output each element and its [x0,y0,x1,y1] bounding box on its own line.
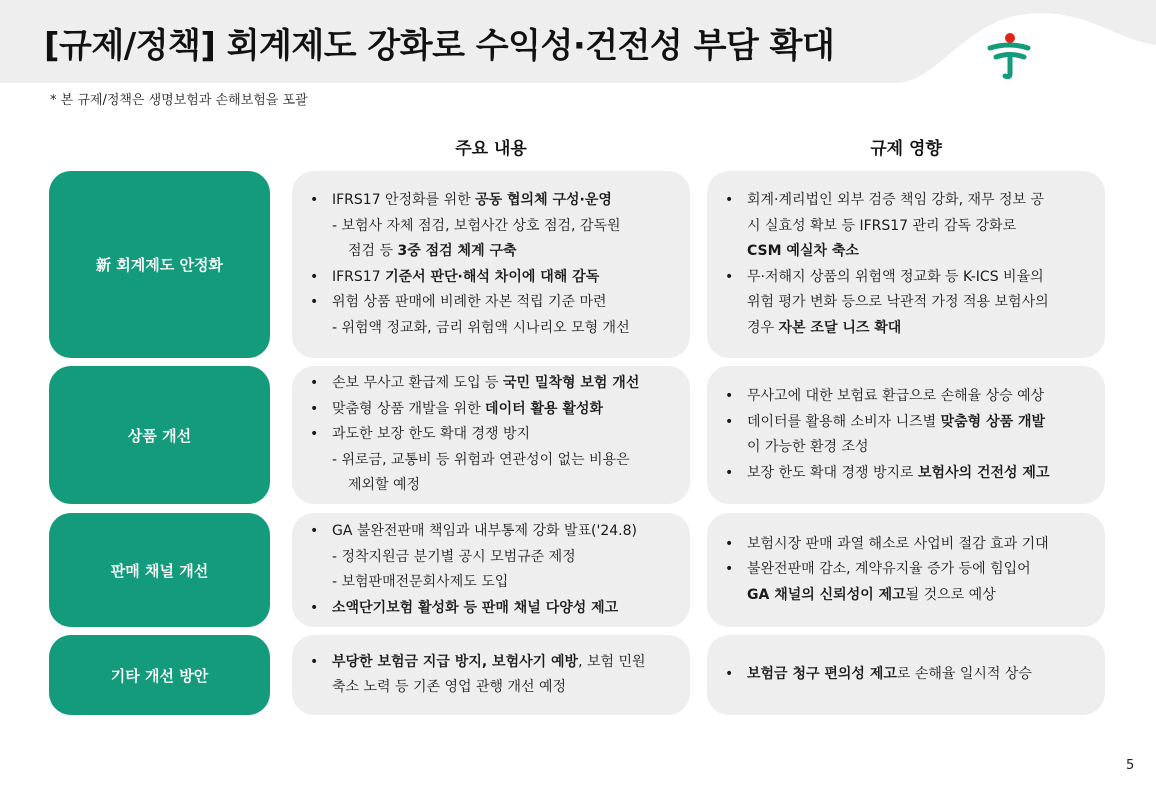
bullet-line: • 보험금 청구 편의성 제고로 손해율 일시적 상승 [725,666,1032,683]
impact-cell [707,513,1105,627]
content-cell [292,513,690,627]
bullet-line: • 회계·계리법인 외부 검증 책임 강화, 재무 정보 공 [725,192,1045,208]
content-cell [292,635,690,715]
row-label: 기타 개선 방안 [49,635,270,715]
content-cell [292,366,690,504]
scope-note: * 본 규제/정책은 생명보험과 손해보험을 포괄 [50,93,308,108]
row-label: 新 회계제도 안정화 [49,171,270,358]
bullet-line: • 불완전판매 감소, 계약유지율 증가 등에 힘입어 [725,561,1031,578]
bullet-line: • GA 불완전판매 책임과 내부통제 강화 발표('24.8) [310,523,638,539]
bullet-line: • 무·저해지 상품의 위험액 정교화 등 K-ICS 비율의 [725,268,1044,285]
impact-cell [707,366,1105,504]
sub-line: - 위로금, 교통비 등 위험과 연관성이 없는 비용은 [332,451,630,468]
continued-line: CSM 예실차 축소 [747,243,859,259]
bullet-line: • 보장 한도 확대 경쟁 방지로 보험사의 건전성 제고 [725,464,1050,481]
page-number: 5 [1126,758,1135,773]
sub-line: 제외할 예정 [348,477,421,494]
sub-line: - 보험사 자체 점검, 보험사간 상호 점검, 감독원 [332,217,621,234]
impact-cell [707,635,1105,715]
sub-line: - 보험판매전문회사제도 도입 [332,574,509,590]
column-header-main-content: 주요 내용 [455,139,527,159]
continued-line: 이 가능한 환경 조성 [747,439,869,455]
impact-cell [707,171,1105,358]
row-label: 상품 개선 [49,366,270,504]
bullet-line: • 부당한 보험금 지급 방지, 보험사기 예방, 보험 민원 [310,653,646,670]
bullet-line: • 손보 무사고 환급제 도입 등 국민 밀착형 보험 개선 [310,375,640,392]
bullet-line: • 맞춤형 상품 개발을 위한 데이터 활용 활성화 [310,400,603,417]
bullet-line: • 데이터를 활용해 소비자 니즈별 맞춤형 상품 개발 [725,413,1046,430]
bullet-line: • IFRS17 기준서 판단·해석 차이에 대해 감독 [310,268,600,285]
bullet-line: • 과도한 보장 한도 확대 경쟁 방지 [310,426,531,443]
continued-line: 경우 자본 조달 니즈 확대 [747,319,902,336]
continued-line: 시 실효성 확보 등 IFRS17 관리 감독 강화로 [747,217,1017,234]
continued-line: 위험 평가 변화 등으로 낙관적 가정 적용 보험사의 [747,294,1049,310]
hana-logo-icon [984,30,1034,80]
bullet-line: • 위험 상품 판매에 비례한 자본 적립 기준 마련 [310,294,607,310]
content-cell [292,171,690,358]
sub-line: 점검 등 3중 점검 체계 구축 [348,243,517,259]
sub-line: - 위험액 정교화, 금리 위험액 시나리오 모형 개선 [332,319,630,336]
page-title: [규제/정책] 회계제도 강화로 수익성·건전성 부담 확대 [44,26,835,66]
bullet-line: • 무사고에 대한 보험료 환급으로 손해율 상승 예상 [725,388,1045,404]
bullet-line: • 보험시장 판매 과열 해소로 사업비 절감 효과 기대 [725,535,1049,552]
continued-line: GA 채널의 신뢰성이 제고될 것으로 예상 [747,586,996,603]
bullet-line: • IFRS17 안정화를 위한 공동 협의체 구성·운영 [310,192,612,208]
continued-line: 축소 노력 등 기존 영업 관행 개선 예정 [332,679,567,695]
column-header-impact: 규제 영향 [870,139,942,159]
row-label: 판매 채널 개선 [49,513,270,627]
bullet-line: • 소액단기보험 활성화 등 판매 채널 다양성 제고 [310,599,619,616]
sub-line: - 정착지원금 분기별 공시 모범규준 제정 [332,548,576,565]
